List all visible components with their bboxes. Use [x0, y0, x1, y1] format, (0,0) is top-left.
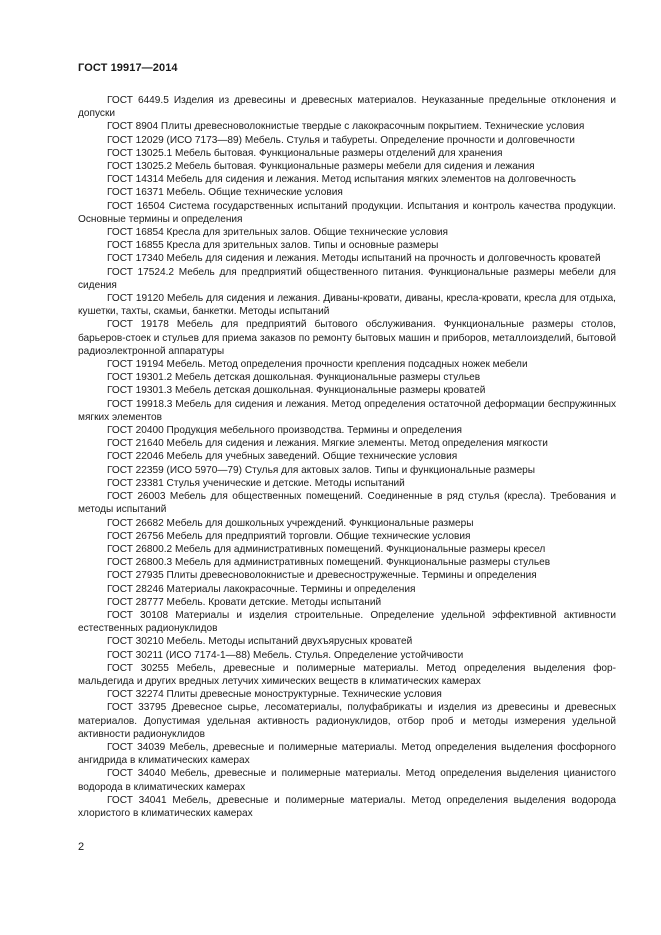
reference-item: ГОСТ 16371 Мебель. Общие технические условия: [107, 187, 343, 199]
reference-item: ГОСТ 17524.2 Мебель для предприятий общественного питания. Функциональные размеры мебели для сидения: [78, 266, 616, 291]
reference-item: ГОСТ 26756 Мебель для предприятий торговли. Общие технические условия: [107, 530, 471, 542]
reference-item: ГОСТ 28246 Материалы лакокрасочные. Термины и определения: [107, 583, 416, 595]
page-number: 2: [78, 841, 85, 853]
reference-item: ГОСТ 19194 Мебель. Метод определения прочности крепления подсадных ножек мебели: [107, 359, 528, 371]
reference-item: ГОСТ 21640 Мебель для сидения и лежания. Мягкие элементы. Метод определения мягкости: [107, 438, 548, 450]
reference-item: ГОСТ 16504 Система государственных испытаний продукции. Испытания и контроль качества продукции. Основные термины и определения: [78, 200, 616, 225]
reference-item: ГОСТ 22046 Мебель для учебных заведений. Общие технические условия: [107, 451, 458, 463]
reference-item: ГОСТ 20400 Продукция мебельного производства. Термины и определения: [107, 425, 462, 437]
reference-item: ГОСТ 30108 Материалы и изделия строительные. Определение удельной эффективной активности естественных радионуклидов: [78, 609, 616, 635]
reference-item: ГОСТ 14314 Мебель для сидения и лежания. Метод испытания мягких элементов на долговечность: [107, 174, 577, 186]
reference-item: ГОСТ 19301.2 Мебель детская дошкольная. Функциональные размеры стульев: [107, 372, 481, 384]
reference-item: ГОСТ 32274 Плиты древесные моноструктурные. Технические условия: [107, 689, 442, 701]
reference-item: ГОСТ 22359 (ИСО 5970—79) Стулья для актовых залов. Типы и функциональные размеры: [107, 464, 536, 476]
reference-item: ГОСТ 19178 Мебель для предприятий бытового обслуживания. Функциональные размеры столов, барьеров-стоек и стульев для приема заказов по ремонту бытовых машин и приборов, металлоизделий, бытовой радиоэлектронной аппаратуры: [78, 319, 616, 357]
reference-item: ГОСТ 8904 Плиты древесноволокнистые твердые с лакокрасочным покрытием. Технические условия: [107, 121, 585, 133]
reference-item: ГОСТ 34039 Мебель, древесные и полимерные материалы. Метод определения выделения фосфорного ангидрида в климатических камерах: [78, 741, 616, 767]
reference-item: ГОСТ 26003 Мебель для общественных помещений. Соединенные в ряд стулья (кресла). Требования и методы испытаний: [78, 491, 616, 516]
reference-item: ГОСТ 34040 Мебель, древесные и полимерные материалы. Метод определения выделения цианистого водорода в климатических камерах: [78, 768, 616, 793]
reference-item: ГОСТ 34041 Мебель, древесные и полимерные материалы. Метод определения выделения водорода хлористого в климатических камерах: [78, 794, 616, 819]
reference-item: ГОСТ 23381 Стулья ученические и детские. Методы испытаний: [107, 477, 405, 489]
normative-references-list: [78, 94, 616, 820]
reference-item: ГОСТ 13025.2 Мебель бытовая. Функциональные размеры мебели для сидения и лежания: [107, 161, 535, 173]
reference-item: ГОСТ 19918.3 Мебель для сидения и лежания. Метод определения остаточной деформации беспружинных мягких элементов: [78, 398, 616, 423]
reference-item: ГОСТ 26800.2 Мебель для административных помещений. Функциональные размеры кресел: [107, 543, 546, 555]
reference-item: ГОСТ 12029 (ИСО 7173—89) Мебель. Стулья и табуреты. Определение прочности и долговечности: [107, 134, 575, 146]
reference-item: ГОСТ 30210 Мебель. Методы испытаний двухъярусных кроватей: [107, 636, 413, 648]
standard-header: ГОСТ 19917—2014: [78, 62, 178, 74]
reference-item: ГОСТ 28777 Мебель. Кровати детские. Методы испытаний: [107, 596, 382, 608]
reference-item: ГОСТ 26800.3 Мебель для административных помещений. Функциональные размеры стульев: [107, 557, 551, 569]
reference-item: ГОСТ 6449.5 Изделия из древесины и древесных материалов. Неуказанные предельные отклонения и допуски: [78, 95, 616, 120]
reference-item: ГОСТ 17340 Мебель для сидения и лежания. Методы испытаний на прочность и долговечность кроватей: [107, 253, 601, 265]
reference-item: ГОСТ 30211 (ИСО 7174-1—88) Мебель. Стулья. Определение устойчивости: [107, 649, 464, 661]
reference-item: ГОСТ 19301.3 Мебель детская дошкольная. Функциональные размеры кроватей: [107, 385, 486, 397]
reference-item: ГОСТ 16855 Кресла для зрительных залов. Типы и основные размеры: [107, 240, 439, 252]
reference-item: ГОСТ 16854 Кресла для зрительных залов. Общие технические условия: [107, 227, 448, 239]
reference-item: ГОСТ 19120 Мебель для сидения и лежания. Диваны-кровати, диваны, кресла-кровати, кресла для отдыха, кушетки, тахты, скамьи, банкетки. Методы испытаний: [78, 293, 616, 318]
reference-item: ГОСТ 26682 Мебель для дошкольных учреждений. Функциональные размеры: [107, 517, 474, 529]
reference-item: ГОСТ 33795 Древесное сырье, лесоматериалы, полуфабрикаты и изделия из древесины и древесных материалов. Допустимая удельная активность радионуклидов, отбор проб и методы измерения удельной активности радионуклидов: [78, 702, 616, 740]
reference-item: ГОСТ 13025.1 Мебель бытовая. Функциональные размеры отделений для хранения: [107, 147, 503, 159]
reference-item: ГОСТ 30255 Мебель, древесные и полимерные материалы. Метод определения выделения формальдегида и других вредных летучих химических веществ в климатических камерах: [78, 662, 616, 687]
reference-item: ГОСТ 27935 Плиты древесноволокнистые и древесностружечные. Термины и определения: [107, 570, 537, 582]
